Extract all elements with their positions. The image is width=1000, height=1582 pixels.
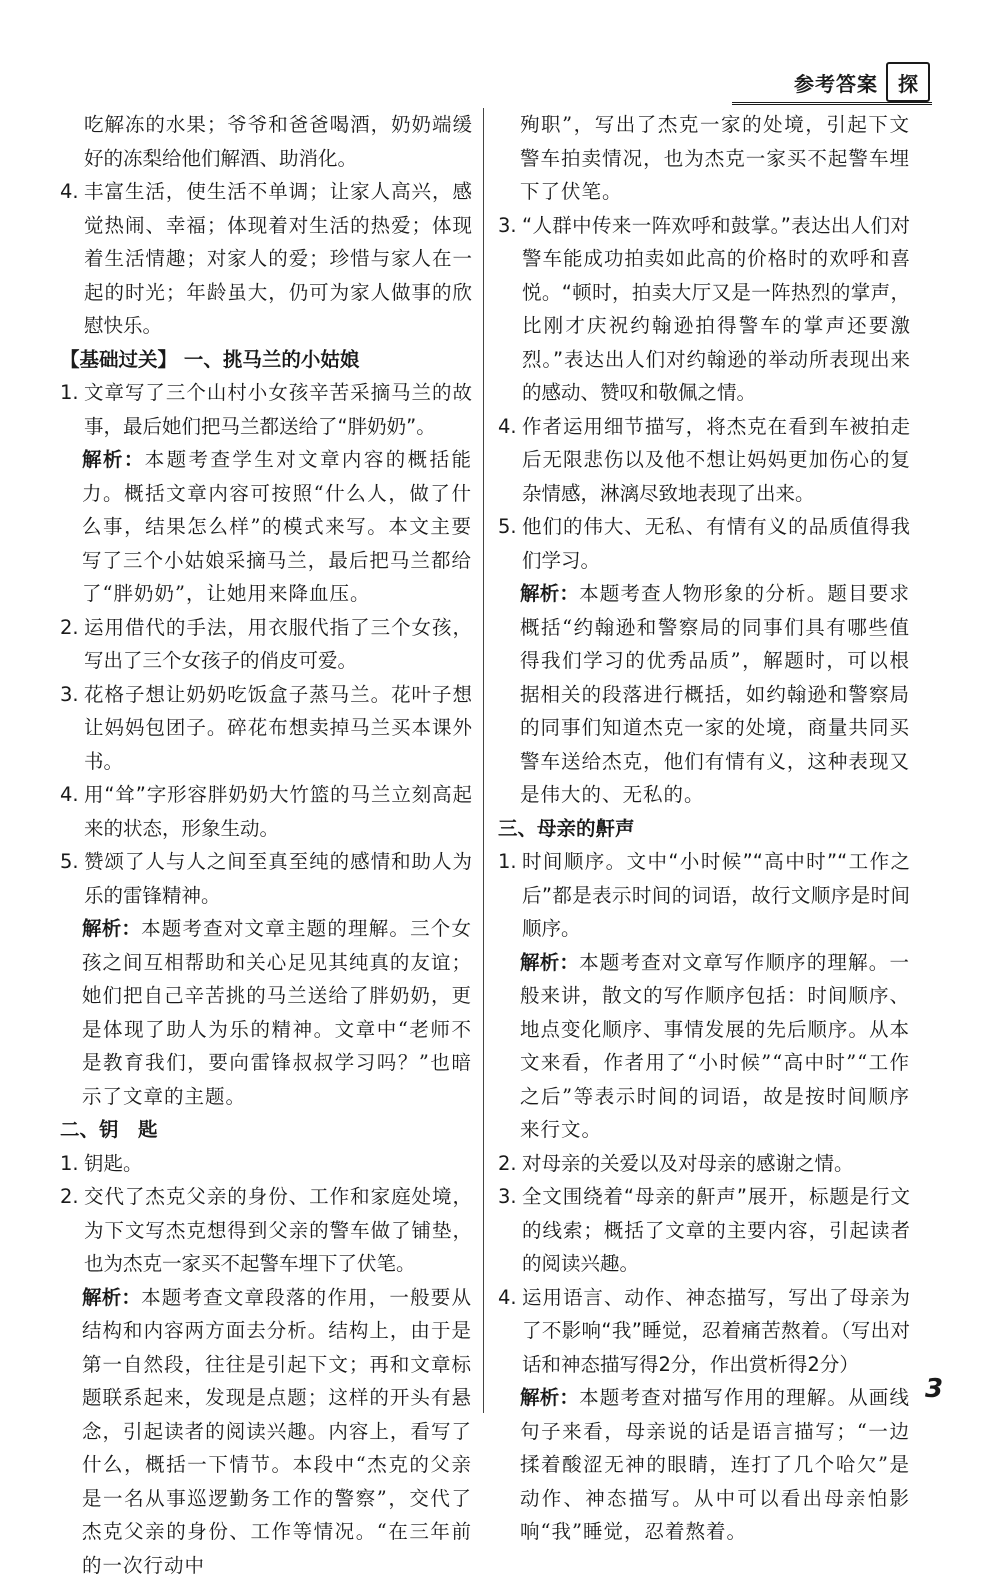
answer-item — [498, 1180, 910, 1281]
analysis-label: 解析： — [82, 917, 141, 940]
header-rule — [732, 102, 932, 105]
brand-logo: 探 — [886, 62, 930, 102]
column-divider — [483, 108, 484, 1413]
answer-text: 他们的伟大、无私、有情有义的品质值得我们学习。 — [522, 510, 910, 577]
answer-number: 3. — [60, 678, 84, 779]
answer-text: 丰富生活，使生活不单调；让家人高兴，感觉热闹、幸福；体现着对生活的热爱；体现着生活情趣；对家人的爱；珍惜与家人在一起的时光；年龄虽大，仍可为家人做事的欣慰快乐。 — [84, 175, 472, 343]
header-title: 参考答案 — [794, 68, 878, 97]
page-header — [794, 62, 930, 102]
section-title: 一、挑马兰的小姑娘 — [184, 348, 360, 371]
answer-item — [60, 1180, 472, 1281]
analysis — [60, 443, 472, 611]
section-tag: 【基础过关】 — [60, 348, 177, 371]
answer-number: 5. — [498, 510, 522, 577]
answer-item — [60, 1147, 472, 1181]
page-number: 3 — [920, 1372, 948, 1406]
answer-number: 4. — [498, 410, 522, 511]
answer-number: 4. — [60, 778, 84, 845]
answer-text: 时间顺序。文中“小时候”“高中时”“工作之后”都是表示时间的词语，故行文顺序是时间顺序。 — [522, 845, 910, 946]
analysis-label: 解析： — [82, 448, 145, 471]
answer-number: 3. — [498, 209, 522, 410]
analysis-label: 解析： — [520, 1386, 579, 1409]
answer-text: 文章写了三个山村小女孩辛苦采摘马兰的故事，最后她们把马兰都送给了“胖奶奶”。 — [84, 376, 472, 443]
section-title: 二、钥 匙 — [60, 1113, 472, 1147]
answer-text: 用“耸”字形容胖奶奶大竹篮的马兰立刻高起来的状态，形象生动。 — [84, 778, 472, 845]
analysis — [60, 1281, 472, 1582]
answer-item — [60, 611, 472, 678]
analysis — [498, 1381, 910, 1549]
analysis-label: 解析： — [520, 951, 579, 974]
answer-number: 3. — [498, 1180, 522, 1281]
answer-number: 2. — [498, 1147, 522, 1181]
answer-text: 运用借代的手法，用衣服代指了三个女孩，写出了三个女孩子的俏皮可爱。 — [84, 611, 472, 678]
analysis — [498, 577, 910, 812]
answer-item — [60, 845, 472, 912]
analysis-text: 本题考查学生对文章内容的概括能力。概括文章内容可按照“什么人，做了什么事，结果怎么样”的模式来写。本文主要写了三个小姑娘采摘马兰，最后把马兰都给了“胖奶奶”，让她用来降血压。 — [82, 448, 472, 605]
analysis-label: 解析： — [82, 1286, 141, 1309]
continued-analysis: 殉职”，写出了杰克一家的处境，引起下文警车拍卖情况，也为杰克一家买不起警车埋下了伏笔。 — [498, 108, 910, 209]
answer-item — [498, 845, 910, 946]
analysis-text: 本题考查对文章写作顺序的理解。一般来讲，散文的写作顺序包括：时间顺序、地点变化顺序、事情发展的先后顺序。从本文来看，作者用了“小时候”“高中时”“工作之后”等表示时间的词语，故是按时间顺序来行文。 — [520, 951, 910, 1142]
answer-number: 1. — [498, 845, 522, 946]
answer-item — [498, 1281, 910, 1382]
answer-item — [498, 1147, 910, 1181]
answer-text: 运用语言、动作、神态描写，写出了母亲为了不影响“我”睡觉，忍着痛苦熬着。（写出对话和神态描写得2分，作出赏析得2分） — [522, 1281, 910, 1382]
right-column — [498, 108, 910, 1549]
analysis-text: 本题考查人物形象的分析。题目要求概括“约翰逊和警察局的同事们具有哪些值得我们学习的优秀品质”，解题时，可以根据相关的段落进行概括，如约翰逊和警察局的同事们知道杰克一家的处境，商量共同买警车送给杰克，他们有情有义，这种表现又是伟大的、无私的。 — [520, 582, 910, 806]
answer-text: 花格子想让奶奶吃饭盒子蒸马兰。花叶子想让妈妈包团子。碎花布想卖掉马兰买本课外书。 — [84, 678, 472, 779]
answer-number: 2. — [60, 611, 84, 678]
answer-number: 1. — [60, 1147, 84, 1181]
answer-number: 2. — [60, 1180, 84, 1281]
answer-item — [498, 510, 910, 577]
analysis — [498, 946, 910, 1147]
answer-text: “人群中传来一阵欢呼和鼓掌。”表达出人们对警车能成功拍卖如此高的价格时的欢呼和喜悦。“顿时，拍卖大厅又是一阵热烈的掌声，比刚才庆祝约翰逊拍得警车的掌声还要激烈。”表达出人们对约翰逊的举动所表现出来的感动、赞叹和敬佩之情。 — [522, 209, 910, 410]
answer-text: 赞颂了人与人之间至真至纯的感情和助人为乐的雷锋精神。 — [84, 845, 472, 912]
answer-item — [498, 209, 910, 410]
answer-text: 交代了杰克父亲的身份、工作和家庭处境，为下文写杰克想得到父亲的警车做了铺垫，也为杰克一家买不起警车埋下了伏笔。 — [84, 1180, 472, 1281]
analysis — [60, 912, 472, 1113]
answer-item — [60, 376, 472, 443]
answer-number: 5. — [60, 845, 84, 912]
answer-item — [498, 410, 910, 511]
answer-text: 作者运用细节描写，将杰克在看到车被拍走后无限悲伤以及他不想让妈妈更加伤心的复杂情感，淋漓尽致地表现了出来。 — [522, 410, 910, 511]
answer-number: 4. — [498, 1281, 522, 1382]
section-heading — [60, 343, 472, 377]
continued-answer: 吃解冻的水果；爷爷和爸爸喝酒，奶奶端缓好的冻梨给他们解酒、助消化。 — [60, 108, 472, 175]
answer-number: 4. — [60, 175, 84, 343]
analysis-text: 本题考查文章段落的作用，一般要从结构和内容两方面去分析。结构上，由于是第一自然段，往往是引起下文；再和文章标题联系起来，发现是点题；这样的开头有悬念，引起读者的阅读兴趣。内容上，看写了什么，概括一下情节。本段中“杰克的父亲是一名从事巡逻勤务工作的警察”，交代了杰克父亲的身份、工作等情况。“在三年前的一次行动中 — [82, 1286, 472, 1577]
analysis-label: 解析： — [520, 582, 579, 605]
section-title: 三、母亲的鼾声 — [498, 812, 910, 846]
answer-text: 对母亲的关爱以及对母亲的感谢之情。 — [522, 1147, 910, 1181]
answer-item — [60, 175, 472, 343]
answer-text: 钥匙。 — [84, 1147, 472, 1181]
left-column — [60, 108, 472, 1582]
answer-text: 全文围绕着“母亲的鼾声”展开，标题是行文的线索；概括了文章的主要内容，引起读者的阅读兴趣。 — [522, 1180, 910, 1281]
answer-number: 1. — [60, 376, 84, 443]
analysis-text: 本题考查对文章主题的理解。三个女孩之间互相帮助和关心足见其纯真的友谊；她们把自己辛苦挑的马兰送给了胖奶奶，更是体现了助人为乐的精神。文章中“老师不是教育我们，要向雷锋叔叔学习吗？”也暗示了文章的主题。 — [82, 917, 472, 1108]
answer-item — [60, 678, 472, 779]
answer-item — [60, 778, 472, 845]
analysis-text: 本题考查对描写作用的理解。从画线句子来看，母亲说的话是语言描写；“一边揉着酸涩无神的眼睛，连打了几个哈欠”是动作、神态描写。从中可以看出母亲怕影响“我”睡觉，忍着熬着。 — [520, 1386, 910, 1543]
